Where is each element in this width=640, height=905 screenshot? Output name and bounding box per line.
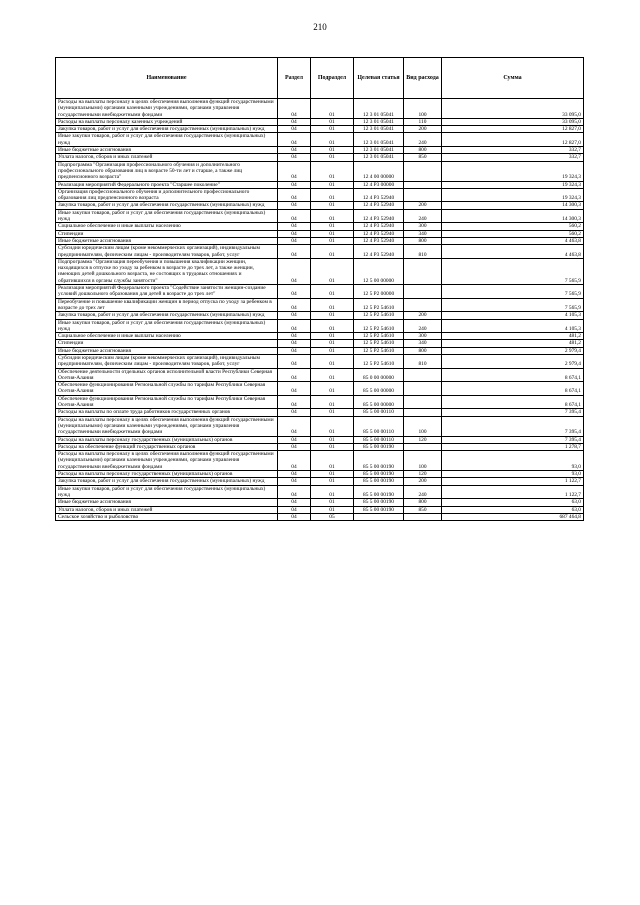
row-section: 04 xyxy=(278,230,311,237)
row-target-article: 85 5 00 00110 xyxy=(354,416,404,436)
row-section: 04 xyxy=(278,340,311,347)
row-amount: 4 105,3 xyxy=(442,312,584,319)
row-amount: 12 827,0 xyxy=(442,133,584,147)
row-section: 04 xyxy=(278,188,311,202)
row-name: Социальное обеспечение и иные выплаты населению xyxy=(56,223,278,230)
table-row xyxy=(56,513,584,520)
row-expense-type xyxy=(404,258,442,284)
row-target-article: 12 5 P2 54610 xyxy=(354,319,404,333)
table-row xyxy=(56,319,584,333)
row-name: Иные закупки товаров, работ и услуг для обеспечения государственных (муниципальных) нужд xyxy=(56,209,278,223)
row-amount: 7 565,9 xyxy=(442,298,584,312)
row-expense-type: 120 xyxy=(404,436,442,443)
row-amount: 481,2 xyxy=(442,340,584,347)
row-subsection: 01 xyxy=(311,368,354,382)
header-row xyxy=(56,58,584,99)
row-expense-type xyxy=(404,181,442,188)
table-row xyxy=(56,485,584,499)
row-amount: 93,0 xyxy=(442,451,584,471)
row-subsection: 01 xyxy=(311,340,354,347)
row-subsection: 01 xyxy=(311,118,354,125)
row-section: 04 xyxy=(278,209,311,223)
table-row xyxy=(56,118,584,125)
row-name: Обеспечение функционирования Региональной службы по тарифам Республики Северная Осетия-Алания xyxy=(56,382,278,396)
row-name: Расходы на выплаты персоналу в целях обеспечения выполнения функций государственными (муниципальными) органами казенными учреждениями, органами управления государственными внебюджетными фондами xyxy=(56,99,278,119)
row-subsection: 05 xyxy=(311,513,354,520)
table-row xyxy=(56,382,584,396)
row-section: 04 xyxy=(278,154,311,161)
row-expense-type: 240 xyxy=(404,209,442,223)
row-subsection: 01 xyxy=(311,245,354,259)
row-section: 04 xyxy=(278,99,311,119)
row-subsection: 01 xyxy=(311,258,354,284)
row-section: 04 xyxy=(278,443,311,450)
row-subsection: 01 xyxy=(311,478,354,485)
row-name: Расходы на обеспечение функций государственных органов xyxy=(56,443,278,450)
row-amount: 19 324,3 xyxy=(442,181,584,188)
row-target-article: 85 5 00 00190 xyxy=(354,506,404,513)
table-row xyxy=(56,258,584,284)
row-expense-type: 100 xyxy=(404,416,442,436)
table-row xyxy=(56,202,584,209)
row-expense-type: 340 xyxy=(404,340,442,347)
row-name: Уплата налогов, сборов и иных платежей xyxy=(56,154,278,161)
row-target-article: 85 5 00 00000 xyxy=(354,382,404,396)
row-amount: 12 827,0 xyxy=(442,126,584,133)
row-amount: 332,7 xyxy=(442,154,584,161)
row-name: Субсидии юридическим лицам (кроме некоммерческих организаций), индивидуальным предпринимателям, физическим лицам - производителям товаров, работ, услуг xyxy=(56,245,278,259)
table-row xyxy=(56,223,584,230)
row-expense-type: 300 xyxy=(404,333,442,340)
row-section: 04 xyxy=(278,395,311,409)
row-section: 04 xyxy=(278,223,311,230)
row-subsection: 01 xyxy=(311,319,354,333)
row-amount: 2 979,4 xyxy=(442,347,584,354)
row-subsection: 01 xyxy=(311,298,354,312)
row-expense-type xyxy=(404,368,442,382)
row-expense-type: 120 xyxy=(404,471,442,478)
row-target-article: 12 5 P2 54610 xyxy=(354,333,404,340)
row-expense-type: 800 xyxy=(404,237,442,244)
table-row xyxy=(56,181,584,188)
row-target-article: 12 4 P3 52940 xyxy=(354,245,404,259)
row-expense-type: 100 xyxy=(404,451,442,471)
row-target-article: 85 5 00 00110 xyxy=(354,436,404,443)
row-target-article: 12 5 P2 54610 xyxy=(354,347,404,354)
row-target-article: 85 0 00 00000 xyxy=(354,368,404,382)
row-target-article: 12 5 P2 54610 xyxy=(354,298,404,312)
row-subsection: 01 xyxy=(311,395,354,409)
row-expense-type xyxy=(404,395,442,409)
row-subsection: 01 xyxy=(311,382,354,396)
row-subsection: 01 xyxy=(311,506,354,513)
row-expense-type: 340 xyxy=(404,230,442,237)
row-name: Иные бюджетные ассигнования xyxy=(56,147,278,154)
row-name: Расходы на выплаты персоналу казенных учреждений xyxy=(56,118,278,125)
row-section: 04 xyxy=(278,202,311,209)
table-row xyxy=(56,154,584,161)
row-target-article: 85 5 00 00190 xyxy=(354,451,404,471)
row-amount: 4 463,8 xyxy=(442,237,584,244)
row-expense-type xyxy=(404,513,442,520)
row-name: Иные бюджетные ассигнования xyxy=(56,499,278,506)
table-row xyxy=(56,471,584,478)
row-expense-type: 300 xyxy=(404,223,442,230)
table-row xyxy=(56,340,584,347)
row-subsection: 01 xyxy=(311,126,354,133)
row-name: Уплата налогов, сборов и иных платежей xyxy=(56,506,278,513)
row-amount: 332,7 xyxy=(442,147,584,154)
row-section: 04 xyxy=(278,126,311,133)
row-name: Расходы на выплаты персоналу государственных (муниципальных) органов xyxy=(56,471,278,478)
row-target-article: 12 3 01 05041 xyxy=(354,126,404,133)
row-name: Иные закупки товаров, работ и услуг для обеспечения государственных (муниципальных) нужд xyxy=(56,133,278,147)
row-name: Иные бюджетные ассигнования xyxy=(56,347,278,354)
row-name: Субсидии юридическим лицам (кроме некоммерческих организаций), индивидуальным предпринимателям, физическим лицам - производителям товаров, работ, услуг xyxy=(56,354,278,368)
row-name: Иные закупки товаров, работ и услуг для обеспечения государственных (муниципальных) нужд xyxy=(56,485,278,499)
row-subsection: 01 xyxy=(311,188,354,202)
row-name: Закупка товаров, работ и услуг для обеспечения государственных (муниципальных) нужд xyxy=(56,126,278,133)
row-expense-type: 800 xyxy=(404,499,442,506)
table-body xyxy=(56,99,584,521)
row-target-article: 85 5 00 00000 xyxy=(354,395,404,409)
row-subsection: 01 xyxy=(311,485,354,499)
row-amount: 7 395,4 xyxy=(442,409,584,416)
row-section: 04 xyxy=(278,237,311,244)
row-section: 04 xyxy=(278,382,311,396)
row-section: 04 xyxy=(278,354,311,368)
row-amount: 8 674,1 xyxy=(442,368,584,382)
header-subsection: Подраздел xyxy=(311,58,354,99)
table-row xyxy=(56,443,584,450)
row-expense-type: 200 xyxy=(404,126,442,133)
row-name: Стипендии xyxy=(56,340,278,347)
row-target-article: 85 5 00 00110 xyxy=(354,409,404,416)
row-section: 04 xyxy=(278,319,311,333)
table-row xyxy=(56,245,584,259)
table-row xyxy=(56,133,584,147)
row-target-article: 85 5 00 00190 xyxy=(354,471,404,478)
row-expense-type: 240 xyxy=(404,133,442,147)
row-target-article: 12 4 P3 52940 xyxy=(354,202,404,209)
row-name: Подпрограмма "Организация переобучения и повышения квалификации женщин, находящихся в отпуске по уходу за ребенком в возрасте до трех лет, а также женщин, имеющих детей дошкольного возраста, не состоящих в трудовых отношениях и обратившихся в органы службы занятости" xyxy=(56,258,278,284)
table-row xyxy=(56,354,584,368)
row-expense-type xyxy=(404,409,442,416)
table-row xyxy=(56,395,584,409)
row-subsection: 01 xyxy=(311,499,354,506)
table-row xyxy=(56,285,584,299)
row-amount: 7 395,4 xyxy=(442,436,584,443)
row-amount: 7 565,9 xyxy=(442,258,584,284)
row-amount: 63,0 xyxy=(442,506,584,513)
row-subsection: 01 xyxy=(311,161,354,181)
row-section: 04 xyxy=(278,347,311,354)
row-name: Иные бюджетные ассигнования xyxy=(56,237,278,244)
table-row xyxy=(56,126,584,133)
row-amount: 8 674,1 xyxy=(442,395,584,409)
row-target-article: 12 5 P2 00000 xyxy=(354,285,404,299)
row-amount: 1 122,7 xyxy=(442,478,584,485)
table-row xyxy=(56,209,584,223)
row-amount: 14 300,3 xyxy=(442,209,584,223)
row-section: 04 xyxy=(278,258,311,284)
row-amount: 687 464,8 xyxy=(442,513,584,520)
row-section: 04 xyxy=(278,118,311,125)
row-subsection: 01 xyxy=(311,202,354,209)
row-target-article: 85 5 00 00190 xyxy=(354,485,404,499)
row-expense-type: 100 xyxy=(404,99,442,119)
row-expense-type xyxy=(404,443,442,450)
row-subsection: 01 xyxy=(311,230,354,237)
row-name: Обеспечение функционирования Региональной службы по тарифам Республики Северная Осетия-Алания xyxy=(56,395,278,409)
row-section: 04 xyxy=(278,409,311,416)
row-expense-type: 850 xyxy=(404,154,442,161)
row-section: 04 xyxy=(278,298,311,312)
row-section: 04 xyxy=(278,506,311,513)
row-name: Реализация мероприятий Федерального проекта "Старшее поколение" xyxy=(56,181,278,188)
header-expense-type: Вид расхода xyxy=(404,58,442,99)
row-name: Закупка товаров, работ и услуг для обеспечения государственных (муниципальных) нужд xyxy=(56,312,278,319)
table-row xyxy=(56,499,584,506)
row-amount: 1 122,7 xyxy=(442,485,584,499)
row-amount: 560,2 xyxy=(442,223,584,230)
row-subsection: 01 xyxy=(311,443,354,450)
row-section: 04 xyxy=(278,368,311,382)
budget-table xyxy=(55,57,584,521)
table-row xyxy=(56,436,584,443)
row-amount: 481,2 xyxy=(442,333,584,340)
row-subsection: 01 xyxy=(311,333,354,340)
row-subsection: 01 xyxy=(311,347,354,354)
row-target-article: 85 5 00 00190 xyxy=(354,499,404,506)
row-section: 04 xyxy=(278,333,311,340)
row-section: 04 xyxy=(278,245,311,259)
row-name: Расходы на выплаты персоналу в целях обеспечения выполнения функций государственными (муниципальными) органами казенными учреждениями, органами управления государственными внебюджетными фондами xyxy=(56,416,278,436)
row-amount: 19 324,3 xyxy=(442,188,584,202)
table-row xyxy=(56,416,584,436)
table-row xyxy=(56,506,584,513)
row-expense-type: 200 xyxy=(404,478,442,485)
row-target-article xyxy=(354,513,404,520)
row-amount: 7 565,9 xyxy=(442,285,584,299)
row-subsection: 01 xyxy=(311,237,354,244)
row-expense-type: 800 xyxy=(404,147,442,154)
row-amount: 7 395,4 xyxy=(442,416,584,436)
row-target-article: 12 3 01 05041 xyxy=(354,154,404,161)
table-row xyxy=(56,478,584,485)
row-name: Иные закупки товаров, работ и услуг для обеспечения государственных (муниципальных) нужд xyxy=(56,319,278,333)
row-expense-type xyxy=(404,188,442,202)
row-target-article: 12 3 01 05041 xyxy=(354,99,404,119)
table-row xyxy=(56,161,584,181)
table-row xyxy=(56,188,584,202)
row-target-article: 85 5 00 00190 xyxy=(354,478,404,485)
row-section: 04 xyxy=(278,312,311,319)
row-amount: 63,0 xyxy=(442,499,584,506)
row-name: Обеспечение деятельности отдельных органов исполнительной власти Республики Северная Осетия-Алания xyxy=(56,368,278,382)
row-expense-type: 200 xyxy=(404,312,442,319)
row-name: Закупка товаров, работ и услуг для обеспечения государственных (муниципальных) нужд xyxy=(56,202,278,209)
row-name: Переобучение и повышение квалификации женщин в период отпуска по уходу за ребенком в возрасте до трех лет xyxy=(56,298,278,312)
row-subsection: 01 xyxy=(311,223,354,230)
row-name: Закупка товаров, работ и услуг для обеспечения государственных (муниципальных) нужд xyxy=(56,478,278,485)
row-name: Подпрограмма "Организация профессионального обучения и дополнительного профессионального образования лиц в возрасте 50-ти лет и старше, а также лиц предпенсионного возраста" xyxy=(56,161,278,181)
row-amount: 4 463,8 xyxy=(442,245,584,259)
row-target-article: 12 5 00 00000 xyxy=(354,258,404,284)
row-subsection: 01 xyxy=(311,99,354,119)
row-section: 04 xyxy=(278,485,311,499)
row-section: 04 xyxy=(278,499,311,506)
row-expense-type xyxy=(404,382,442,396)
row-name: Организация профессионального обучения и дополнительного профессионального образования лиц предпенсионного возраста xyxy=(56,188,278,202)
table-row xyxy=(56,333,584,340)
row-subsection: 01 xyxy=(311,436,354,443)
row-target-article: 12 4 P3 52940 xyxy=(354,188,404,202)
row-subsection: 01 xyxy=(311,209,354,223)
header-target-article: Целевая статья xyxy=(354,58,404,99)
row-section: 04 xyxy=(278,285,311,299)
row-expense-type: 240 xyxy=(404,319,442,333)
row-subsection: 01 xyxy=(311,181,354,188)
row-target-article: 12 4 P3 52940 xyxy=(354,230,404,237)
row-subsection: 01 xyxy=(311,285,354,299)
row-target-article: 12 5 P2 54610 xyxy=(354,354,404,368)
row-expense-type: 810 xyxy=(404,245,442,259)
row-subsection: 01 xyxy=(311,354,354,368)
row-amount: 1 278,7 xyxy=(442,443,584,450)
row-expense-type xyxy=(404,285,442,299)
row-section: 04 xyxy=(278,147,311,154)
row-target-article: 12 4 00 00000 xyxy=(354,161,404,181)
row-subsection: 01 xyxy=(311,471,354,478)
row-section: 04 xyxy=(278,478,311,485)
row-expense-type: 800 xyxy=(404,347,442,354)
row-expense-type: 110 xyxy=(404,118,442,125)
row-target-article: 12 3 01 05041 xyxy=(354,133,404,147)
row-name: Расходы на выплаты персоналу в целях обеспечения выполнения функций государственными (муниципальными) органами казенными учреждениями, органами управления государственными внебюджетными фондами xyxy=(56,451,278,471)
row-expense-type xyxy=(404,298,442,312)
table-row xyxy=(56,312,584,319)
row-subsection: 01 xyxy=(311,154,354,161)
row-amount: 560,2 xyxy=(442,230,584,237)
row-section: 04 xyxy=(278,436,311,443)
page-number: 210 xyxy=(313,22,327,32)
row-target-article: 12 5 P2 54610 xyxy=(354,312,404,319)
row-target-article: 12 4 P3 52940 xyxy=(354,209,404,223)
row-expense-type: 810 xyxy=(404,354,442,368)
row-target-article: 12 4 P3 52940 xyxy=(354,237,404,244)
table-row xyxy=(56,409,584,416)
row-expense-type: 850 xyxy=(404,506,442,513)
header-name: Наименование xyxy=(56,58,278,99)
header-amount: Сумма xyxy=(442,58,584,99)
table-row xyxy=(56,451,584,471)
table-row xyxy=(56,147,584,154)
row-target-article: 12 4 P3 52940 xyxy=(354,223,404,230)
row-amount: 33 095,0 xyxy=(442,99,584,119)
row-name: Расходы на выплаты персоналу государственных (муниципальных) органов xyxy=(56,436,278,443)
table-row xyxy=(56,237,584,244)
row-subsection: 01 xyxy=(311,312,354,319)
row-section: 04 xyxy=(278,133,311,147)
row-amount: 19 324,3 xyxy=(442,161,584,181)
header-section: Раздел xyxy=(278,58,311,99)
row-section: 04 xyxy=(278,451,311,471)
row-expense-type: 200 xyxy=(404,202,442,209)
row-section: 04 xyxy=(278,416,311,436)
row-expense-type: 240 xyxy=(404,485,442,499)
table-row xyxy=(56,347,584,354)
row-amount: 33 095,0 xyxy=(442,118,584,125)
row-expense-type xyxy=(404,161,442,181)
row-amount: 4 105,3 xyxy=(442,319,584,333)
table-row xyxy=(56,298,584,312)
row-subsection: 01 xyxy=(311,451,354,471)
row-target-article: 12 4 P3 00000 xyxy=(354,181,404,188)
table-row xyxy=(56,368,584,382)
row-subsection: 01 xyxy=(311,416,354,436)
row-target-article: 12 5 P2 54610 xyxy=(354,340,404,347)
row-subsection: 01 xyxy=(311,409,354,416)
row-name: Реализация мероприятий Федерального проекта "Содействие занятости женщин-создание условий дошкольного образования для детей в возрасте до трех лет" xyxy=(56,285,278,299)
row-section: 04 xyxy=(278,471,311,478)
row-name: Сельское хозяйство и рыболовство xyxy=(56,513,278,520)
row-target-article: 12 3 01 05041 xyxy=(354,118,404,125)
table-row xyxy=(56,230,584,237)
row-name: Стипендии xyxy=(56,230,278,237)
row-amount: 93,0 xyxy=(442,471,584,478)
row-amount: 2 979,4 xyxy=(442,354,584,368)
row-target-article: 85 5 00 00190 xyxy=(354,443,404,450)
row-amount: 8 674,1 xyxy=(442,382,584,396)
row-name: Расходы на выплаты по оплате труда работников государственных органов xyxy=(56,409,278,416)
table-header xyxy=(56,58,584,99)
row-amount: 14 300,3 xyxy=(442,202,584,209)
table-row xyxy=(56,99,584,119)
row-subsection: 01 xyxy=(311,147,354,154)
row-subsection: 01 xyxy=(311,133,354,147)
row-name: Социальное обеспечение и иные выплаты населению xyxy=(56,333,278,340)
row-section: 04 xyxy=(278,513,311,520)
row-section: 04 xyxy=(278,161,311,181)
row-target-article: 12 3 01 05041 xyxy=(354,147,404,154)
row-section: 04 xyxy=(278,181,311,188)
